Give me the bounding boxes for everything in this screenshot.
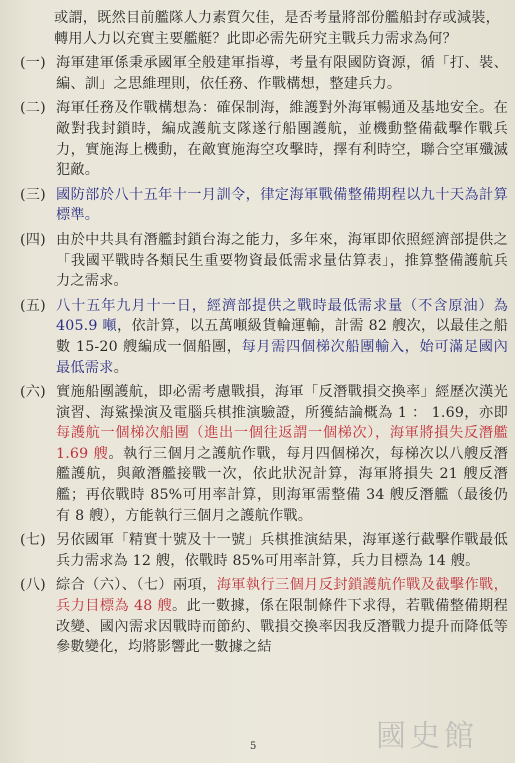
list-item bbox=[20, 296, 508, 378]
item-text bbox=[56, 382, 508, 526]
list-item bbox=[20, 185, 508, 226]
item-number: (八) bbox=[20, 577, 46, 594]
text-segment: ，依計算，以五萬噸級貨輪運輸，計需 82 艘次，以最佳之船數 15-20 艘編成一個船團， bbox=[56, 318, 508, 355]
list-item bbox=[20, 382, 508, 526]
text-segment: 。此一數據，係在限制條件下求得，若戰備整備期程改變、國內需求因戰時而節約、戰損交換率因我反潛戰力提升而降低等參數變化，均將影響此一數據之結 bbox=[56, 598, 509, 656]
item-text bbox=[56, 575, 508, 657]
text-segment: 實施船團護航，即必需考慮戰損，海軍「反潛戰損交換率」經歷次漢光演習、海鯊操演及電腦兵棋推演驗證，所獲結論概為 1 ： 1.69，亦即 bbox=[56, 384, 508, 421]
text-segment: 海軍建軍係秉承國軍全般建軍指導，考量有限國防資源，循「打、裝、編、訓」之思維理則，依任務、作戰構想，整建兵力。 bbox=[56, 55, 508, 92]
text-segment: 。 bbox=[113, 359, 128, 376]
item-text bbox=[56, 230, 508, 292]
text-segment: 海軍任務及作戰構想為：確保制海，維護對外海軍暢通及基地安全。在敵對我封鎖時，編成護航支隊遂行船團護航，並機動整備截擊作戰兵力，實施海上機動，在敵實施海空攻擊時，擇有利時空，聯合空軍殲滅犯敵。 bbox=[56, 100, 508, 179]
text-segment: 另依國軍「精實十號及十一號」兵棋推演結果，海軍遂行截擊作戰最低兵力需求為 12 艘，依戰時 85%可用率計算，兵力目標為 14 艘。 bbox=[56, 532, 508, 569]
item-text bbox=[56, 98, 508, 180]
highlighted-text-segment: 每護航一個梯次船團（進出一個往返謂一個梯次），海軍將損失反潛艦 1.69 艘 bbox=[56, 425, 508, 462]
item-text bbox=[56, 530, 508, 571]
highlighted-text-segment: 海軍執行三個月反封鎖護航作戰及截擊作戰，兵力目標為 48 艘 bbox=[56, 577, 508, 615]
list-item bbox=[20, 98, 508, 180]
list-item bbox=[20, 575, 508, 657]
item-number: (三) bbox=[20, 186, 46, 203]
item-text bbox=[56, 296, 508, 378]
text-segment: 由於中共具有潛艦封鎖台海之能力，多年來，海軍即依照經濟部提供之「我國平戰時各類民生重要物資最低需求量估算表」，推算整備護航兵力之需求。 bbox=[56, 231, 508, 290]
numbered-list bbox=[20, 53, 508, 658]
item-number: (五) bbox=[20, 297, 46, 314]
highlighted-text-segment: 每月需四個梯次船團輸入，始可滿足國內最低需求 bbox=[56, 338, 508, 376]
document-body bbox=[20, 8, 508, 662]
intro-paragraph: 或謂，既然目前艦隊人力素質欠佳，是否考量將部份艦船封存或減裝，轉用人力以充實主要艦艇？此即必需先研究主戰兵力需求為何？ bbox=[54, 10, 501, 47]
item-number: (六) bbox=[20, 384, 46, 401]
text-segment: 綜合（六）、（七）兩項， bbox=[56, 577, 217, 594]
page-number: 5 bbox=[250, 741, 257, 752]
highlighted-text-segment: 國防部於八十五年十一月訓令，律定海軍戰備整備期程以九十天為計算標準。 bbox=[56, 186, 508, 224]
item-number: (四) bbox=[20, 231, 46, 248]
text-segment: 。執行三個月之護航作戰，每月四個梯次，每梯次以八艘反潛艦護航，與敵潛艦接戰一次，依此狀況計算，海軍將損失 21 艘反潛艦；再依戰時 85%可用率計算，則海軍需整備 34 艘反潛艦（最後仍有 8 艘），方能執行三個月之護航作戰。 bbox=[56, 445, 508, 524]
highlighted-text-segment: 八十五年九月十一日，經濟部提供之戰時最低需求量（不含原油）為 405.9 噸 bbox=[56, 297, 508, 335]
list-item bbox=[20, 53, 508, 94]
item-number: (一) bbox=[20, 55, 46, 72]
item-number: (七) bbox=[20, 532, 46, 549]
list-item bbox=[20, 530, 508, 571]
item-text bbox=[56, 53, 508, 94]
archive-watermark-logo bbox=[372, 713, 492, 755]
watermark-text: 國史館 bbox=[376, 719, 478, 754]
item-text bbox=[56, 185, 508, 226]
list-item bbox=[20, 230, 508, 292]
item-number: (二) bbox=[20, 100, 46, 117]
